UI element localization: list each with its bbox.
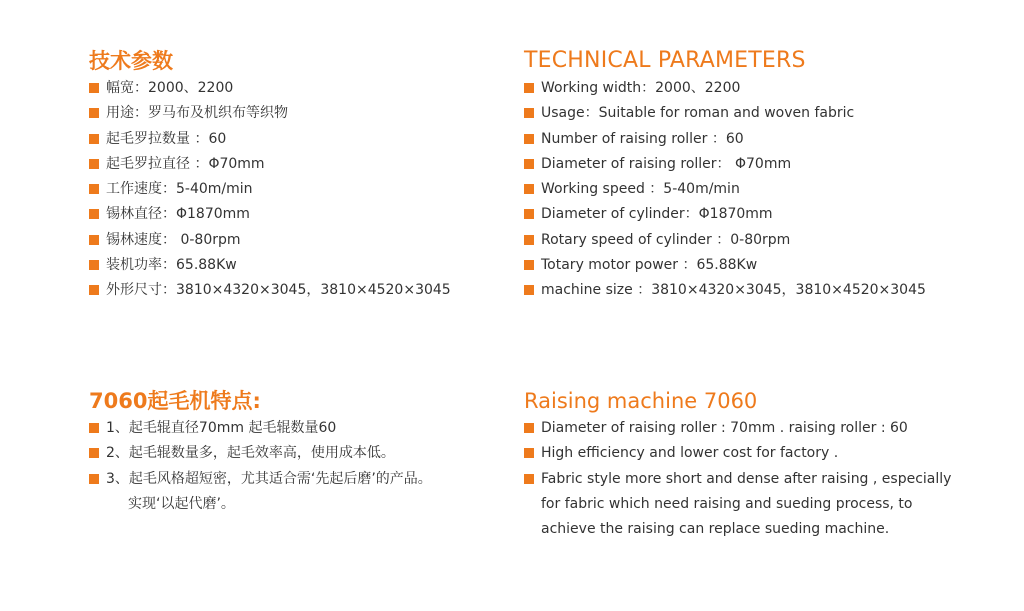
item-text: Diameter of raising roller : 70mm . raising roller : 60 xyxy=(541,420,908,436)
list-item xyxy=(89,441,432,466)
list-item xyxy=(89,467,432,518)
square-bullet-icon xyxy=(89,260,99,270)
item-text: 锡林直径：Φ1870mm xyxy=(106,206,250,223)
square-bullet-icon xyxy=(524,134,534,144)
list-item xyxy=(89,228,451,253)
item-text: 3、起毛风格超短密，尤其适合需‘先起后磨’的产品。 xyxy=(106,470,432,487)
square-bullet-icon xyxy=(524,235,534,245)
item-text: High efficiency and lower cost for factory . xyxy=(541,445,839,462)
features-cn-title: 7060起毛机特点: xyxy=(89,389,261,413)
features-cn xyxy=(89,388,432,517)
square-bullet-icon xyxy=(524,474,534,484)
list-item xyxy=(89,416,432,441)
tech-params-en xyxy=(524,48,926,304)
item-text: 锡林速度： 0-80rpm xyxy=(106,231,241,248)
item-text: 幅宽：2000、2200 xyxy=(106,80,234,96)
item-text: Fabric style more short and dense after raising , especially xyxy=(541,470,952,487)
list-item xyxy=(89,202,451,227)
list-item xyxy=(524,228,926,253)
tech-params-cn-list xyxy=(89,76,451,304)
item-text: 起毛罗拉数量 ：60 xyxy=(106,130,227,147)
square-bullet-icon xyxy=(89,209,99,219)
square-bullet-icon xyxy=(89,423,99,433)
features-en xyxy=(524,388,951,542)
features-en-list xyxy=(524,416,951,542)
item-text-continued: achieve the raising can replace sueding machine. xyxy=(541,521,890,538)
square-bullet-icon xyxy=(524,83,534,93)
item-text: Diameter of raising roller： Φ70mm xyxy=(541,155,792,172)
tech-params-cn-title: 技术参数 xyxy=(89,49,173,73)
features-cn-list xyxy=(89,416,432,517)
square-bullet-icon xyxy=(524,108,534,118)
item-text: machine size ：3810×4320×3045，3810×4520×3045 xyxy=(541,282,926,299)
item-text: 起毛罗拉直径 ：Φ70mm xyxy=(106,155,265,172)
list-item xyxy=(89,152,451,177)
list-item xyxy=(89,278,451,303)
square-bullet-icon xyxy=(89,134,99,144)
list-item xyxy=(524,441,951,466)
item-text: Diameter of cylinder：Φ1870mm xyxy=(541,206,773,223)
tech-params-en-list xyxy=(524,76,926,304)
item-text: Totary motor power ：65.88Kw xyxy=(541,257,758,274)
square-bullet-icon xyxy=(524,423,534,433)
square-bullet-icon xyxy=(524,184,534,194)
item-text: 2、起毛辊数量多，起毛效率高，使用成本低。 xyxy=(106,445,395,462)
square-bullet-icon xyxy=(89,474,99,484)
item-text: Working width：2000、2200 xyxy=(541,80,741,96)
list-item xyxy=(524,202,926,227)
list-item xyxy=(89,101,451,126)
item-text: Number of raising roller ：60 xyxy=(541,130,744,147)
list-item xyxy=(524,416,951,441)
square-bullet-icon xyxy=(89,235,99,245)
features-en-title: Raising machine 7060 xyxy=(524,389,758,413)
item-text: 1、起毛辊直径70mm 起毛辊数量60 xyxy=(106,420,337,436)
square-bullet-icon xyxy=(89,108,99,118)
item-text: 用途：罗马布及机织布等织物 xyxy=(106,105,288,122)
square-bullet-icon xyxy=(89,285,99,295)
square-bullet-icon xyxy=(89,83,99,93)
tech-params-cn xyxy=(89,48,451,304)
square-bullet-icon xyxy=(524,285,534,295)
square-bullet-icon xyxy=(524,448,534,458)
list-item xyxy=(524,101,926,126)
list-item xyxy=(524,253,926,278)
list-item xyxy=(524,76,926,101)
item-text: Usage：Suitable for roman and woven fabric xyxy=(541,105,855,122)
list-item xyxy=(89,177,451,202)
list-item xyxy=(524,127,926,152)
item-text: Working speed ：5-40m/min xyxy=(541,181,740,198)
list-item xyxy=(524,152,926,177)
square-bullet-icon xyxy=(524,209,534,219)
item-text-continued: for fabric which need raising and sueding process, to xyxy=(541,495,913,512)
square-bullet-icon xyxy=(524,159,534,169)
item-text: Rotary speed of cylinder ：0-80rpm xyxy=(541,231,791,248)
item-text: 外形尺寸：3810×4320×3045，3810×4520×3045 xyxy=(106,282,451,299)
list-item xyxy=(524,467,951,543)
square-bullet-icon xyxy=(89,159,99,169)
item-text: 工作速度：5-40m/min xyxy=(106,181,253,198)
list-item xyxy=(524,278,926,303)
list-item xyxy=(89,76,451,101)
item-text-continued: 实现‘以起代磨’。 xyxy=(128,495,235,512)
list-item xyxy=(89,127,451,152)
square-bullet-icon xyxy=(89,448,99,458)
list-item xyxy=(524,177,926,202)
square-bullet-icon xyxy=(89,184,99,194)
item-text: 装机功率：65.88Kw xyxy=(106,257,237,274)
square-bullet-icon xyxy=(524,260,534,270)
tech-params-en-title: TECHNICAL PARAMETERS xyxy=(524,48,806,73)
list-item xyxy=(89,253,451,278)
